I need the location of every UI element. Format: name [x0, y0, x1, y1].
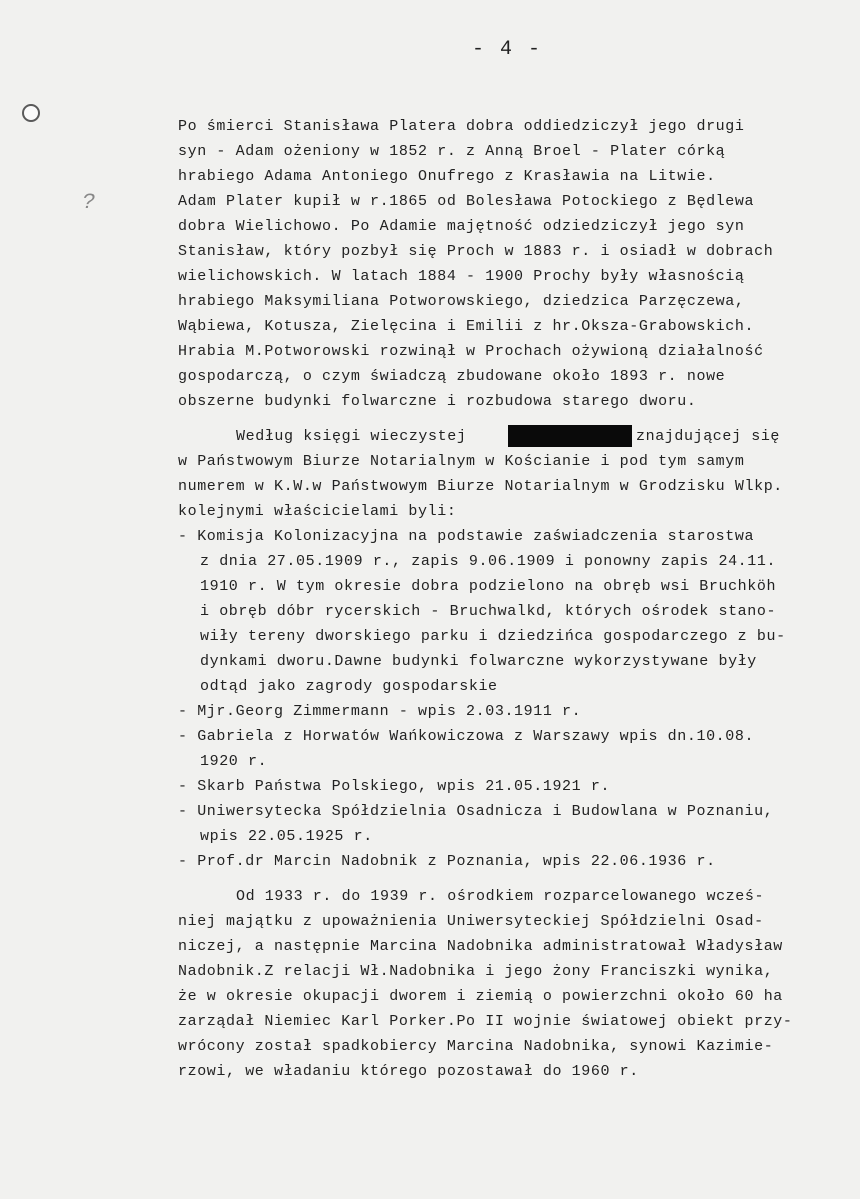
list-item: - Skarb Państwa Polskiego, wpis 21.05.1921 r. — [178, 778, 611, 795]
list-item: - Gabriela z Horwatów Wańkowiczowa z Warszawy wpis dn.10.08. — [178, 728, 755, 745]
text-line: rzowi, we władaniu którego pozostawał do 1960 r. — [178, 1063, 639, 1080]
text-line: 1920 r. — [200, 753, 268, 770]
text-line: w Państwowym Biurze Notarialnym w Kościanie i pod tym samym — [178, 453, 745, 470]
text-line: dynkami dworu.Dawne budynki folwarczne wykorzystywane były — [200, 653, 757, 670]
text-line: wiły tereny dworskiego parku i dziedzińca gospodarczego z bu- — [200, 628, 786, 645]
text-line: numerem w K.W.w Państwowym Biurze Notarialnym w Grodzisku Wlkp. — [178, 478, 783, 495]
text-line: Stanisław, który pozbył się Proch w 1883 r. i osiadł w dobrach — [178, 243, 774, 260]
redaction-box — [508, 425, 632, 447]
text-line: 1910 r. W tym okresie dobra podzielono na obręb wsi Bruchköh — [200, 578, 777, 595]
list-item: - Uniwersytecka Spółdzielnia Osadnicza i Budowlana w Poznaniu, — [178, 803, 774, 820]
text-line: obszerne budynki folwarczne i rozbudowa starego dworu. — [178, 393, 697, 410]
list-item: - Prof.dr Marcin Nadobnik z Poznania, wpis 22.06.1936 r. — [178, 853, 716, 870]
text-line: z dnia 27.05.1909 r., zapis 9.06.1909 i ponowny zapis 24.11. — [200, 553, 777, 570]
text-line: gospodarczą, o czym świadczą zbudowane około 1893 r. nowe — [178, 368, 726, 385]
text-line: zarządał Niemiec Karl Porker.Po II wojnie światowej obiekt przy- — [178, 1013, 793, 1030]
text-line: znajdującej się — [636, 428, 781, 445]
list-item: - Mjr.Georg Zimmermann - wpis 2.03.1911 r. — [178, 703, 582, 720]
page-number: - 4 - — [472, 38, 543, 61]
text-line: Wąbiewa, Kotusza, Zielęcina i Emilii z hr.Oksza-Grabowskich. — [178, 318, 755, 335]
text-line: że w okresie okupacji dworem i ziemią o powierzchni około 60 ha — [178, 988, 783, 1005]
text-line: hrabiego Adama Antoniego Onufrego z Krasławia na Litwie. — [178, 168, 716, 185]
text-line: niczej, a następnie Marcina Nadobnika administratował Władysław — [178, 938, 783, 955]
text-line: odtąd jako zagrody gospodarskie — [200, 678, 498, 695]
text-line: i obręb dóbr rycerskich - Bruchwalkd, których ośrodek stano- — [200, 603, 777, 620]
margin-question-mark: ? — [82, 190, 96, 215]
text-line: Według księgi wieczystej — [236, 428, 467, 445]
text-line: wpis 22.05.1925 r. — [200, 828, 373, 845]
text-line: niej majątku z upoważnienia Uniwersyteckiej Spółdzielni Osad- — [178, 913, 764, 930]
text-line: hrabiego Maksymiliana Potworowskiego, dziedzica Parzęczewa, — [178, 293, 745, 310]
text-line: Hrabia M.Potworowski rozwinął w Prochach ożywioną działalność — [178, 343, 764, 360]
text-line: Adam Plater kupił w r.1865 od Bolesława Potockiego z Będlewa — [178, 193, 755, 210]
list-item: - Komisja Kolonizacyjna na podstawie zaświadczenia starostwa — [178, 528, 755, 545]
text-line: Po śmierci Stanisława Platera dobra oddiedziczył jego drugi — [178, 118, 745, 135]
text-line: Nadobnik.Z relacji Wł.Nadobnika i jego żony Franciszki wynika, — [178, 963, 774, 980]
text-line: syn - Adam ożeniony w 1852 r. z Anną Broel - Plater córką — [178, 143, 726, 160]
punch-hole — [22, 104, 40, 122]
text-line: dobra Wielichowo. Po Adamie majętność odziedziczył jego syn — [178, 218, 745, 235]
text-line: kolejnymi właścicielami byli: — [178, 503, 457, 520]
text-line: Od 1933 r. do 1939 r. ośrodkiem rozparcelowanego wcześ- — [236, 888, 765, 905]
text-line: wrócony został spadkobiercy Marcina Nadobnika, synowi Kazimie- — [178, 1038, 774, 1055]
text-line: wielichowskich. W latach 1884 - 1900 Prochy były własnością — [178, 268, 745, 285]
